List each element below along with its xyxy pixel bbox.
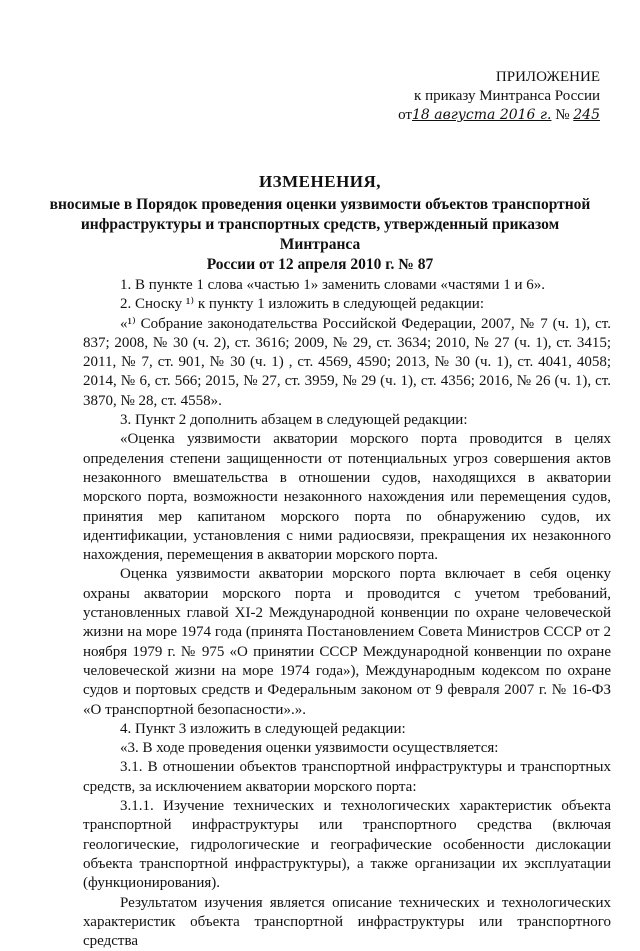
- paragraph: «¹⁾ Собрание законодательства Российской Федерации, 2007, № 7 (ч. 1), ст. 837; 2008, № 30 (ч. 2), ст. 3616; 2009, № 29, ст. 3634; 2010, № 27 (ч. 1), ст. 3415; 2011, № 7, ст. 901, № 30 (ч. 1) , ст. 4569, 4590; 2013, № 30 (ч. 1), ст. 4041, 4058; 2014, № 6, ст. 566; 2015, № 27, ст. 3959, № 29 (ч. 1), ст. 4356; 2016, № 26 (ч. 1), ст. 3870, № 28, ст. 4558».: [83, 315, 611, 411]
- paragraph: 1. В пункте 1 слова «частью 1» заменить словами «частями 1 и 6».: [83, 276, 611, 295]
- handwritten-number: 245: [573, 107, 600, 123]
- appendix-date-line: [398, 106, 600, 125]
- appendix-date-prefix: от: [398, 107, 412, 123]
- subtitle-line: России от 12 апреля 2010 г. № 87: [40, 255, 600, 275]
- subtitle-line: вносимые в Порядок проведения оценки уязвимости объектов транспортной: [40, 195, 600, 215]
- paragraph: Оценка уязвимости акватории морского порта включает в себя оценку охраны акватории морского порта и проводится с учетом требований, установленных главой XI-2 Международной конвенции по охране человеческой жизни на море 1974 года (принята Постановлением Совета Министров СССР от 2 ноября 1979 г. № 975 «О принятии СССР Международной конвенции по охране человеческой жизни на море 1974 года»), Международным кодексом по охране судов и портовых средств и Федеральным законом от 9 февраля 2007 г. № 16-ФЗ «О транспортной безопасности».».: [83, 565, 611, 719]
- paragraph: 2. Сноску ¹⁾ к пункту 1 изложить в следующей редакции:: [83, 295, 611, 314]
- handwritten-date: 18 августа 2016 г.: [412, 107, 551, 123]
- subtitle-line: инфраструктуры и транспортных средств, утвержденный приказом Минтранса: [40, 215, 600, 255]
- appendix-block: [398, 68, 600, 125]
- appendix-order-line: к приказу Минтранса России: [398, 87, 600, 106]
- document-body: [83, 276, 611, 951]
- paragraph: «Оценка уязвимости акватории морского порта проводится в целях определения степени защищенности от потенциальных угроз совершения актов незаконного вмешательства в отношении судов, находящихся в акватории морского порта, возможности незаконного нахождения или перемещения судов, принятия мер капитаном морского порта по обнаружению судов, их идентификации, установления с ними радиосвязи, прекращения их незаконного нахождения, перемещения в акватории морского порта.: [83, 430, 611, 565]
- document-subtitle: [40, 195, 600, 275]
- paragraph: «3. В ходе проведения оценки уязвимости осуществляется:: [83, 739, 611, 758]
- paragraph: 3.1.1. Изучение технических и технологических характеристик объекта транспортной инфраструктуры или транспортного средства (включая геологические, гидрологические и географические особенности дислокации объекта транспортной инфраструктуры), а также организации их эксплуатации (функционирования).: [83, 797, 611, 893]
- paragraph: 3. Пункт 2 дополнить абзацем в следующей редакции:: [83, 411, 611, 430]
- appendix-number-prefix: №: [555, 107, 569, 123]
- document-title: ИЗМЕНЕНИЯ,: [40, 172, 600, 192]
- paragraph: 3.1. В отношении объектов транспортной инфраструктуры и транспортных средств, за исключением акватории морского порта:: [83, 758, 611, 797]
- paragraph: 4. Пункт 3 изложить в следующей редакции:: [83, 720, 611, 739]
- appendix-title: ПРИЛОЖЕНИЕ: [398, 68, 600, 87]
- paragraph: Результатом изучения является описание технических и технологических характеристик объекта транспортной инфраструктуры или транспортного средства: [83, 894, 611, 951]
